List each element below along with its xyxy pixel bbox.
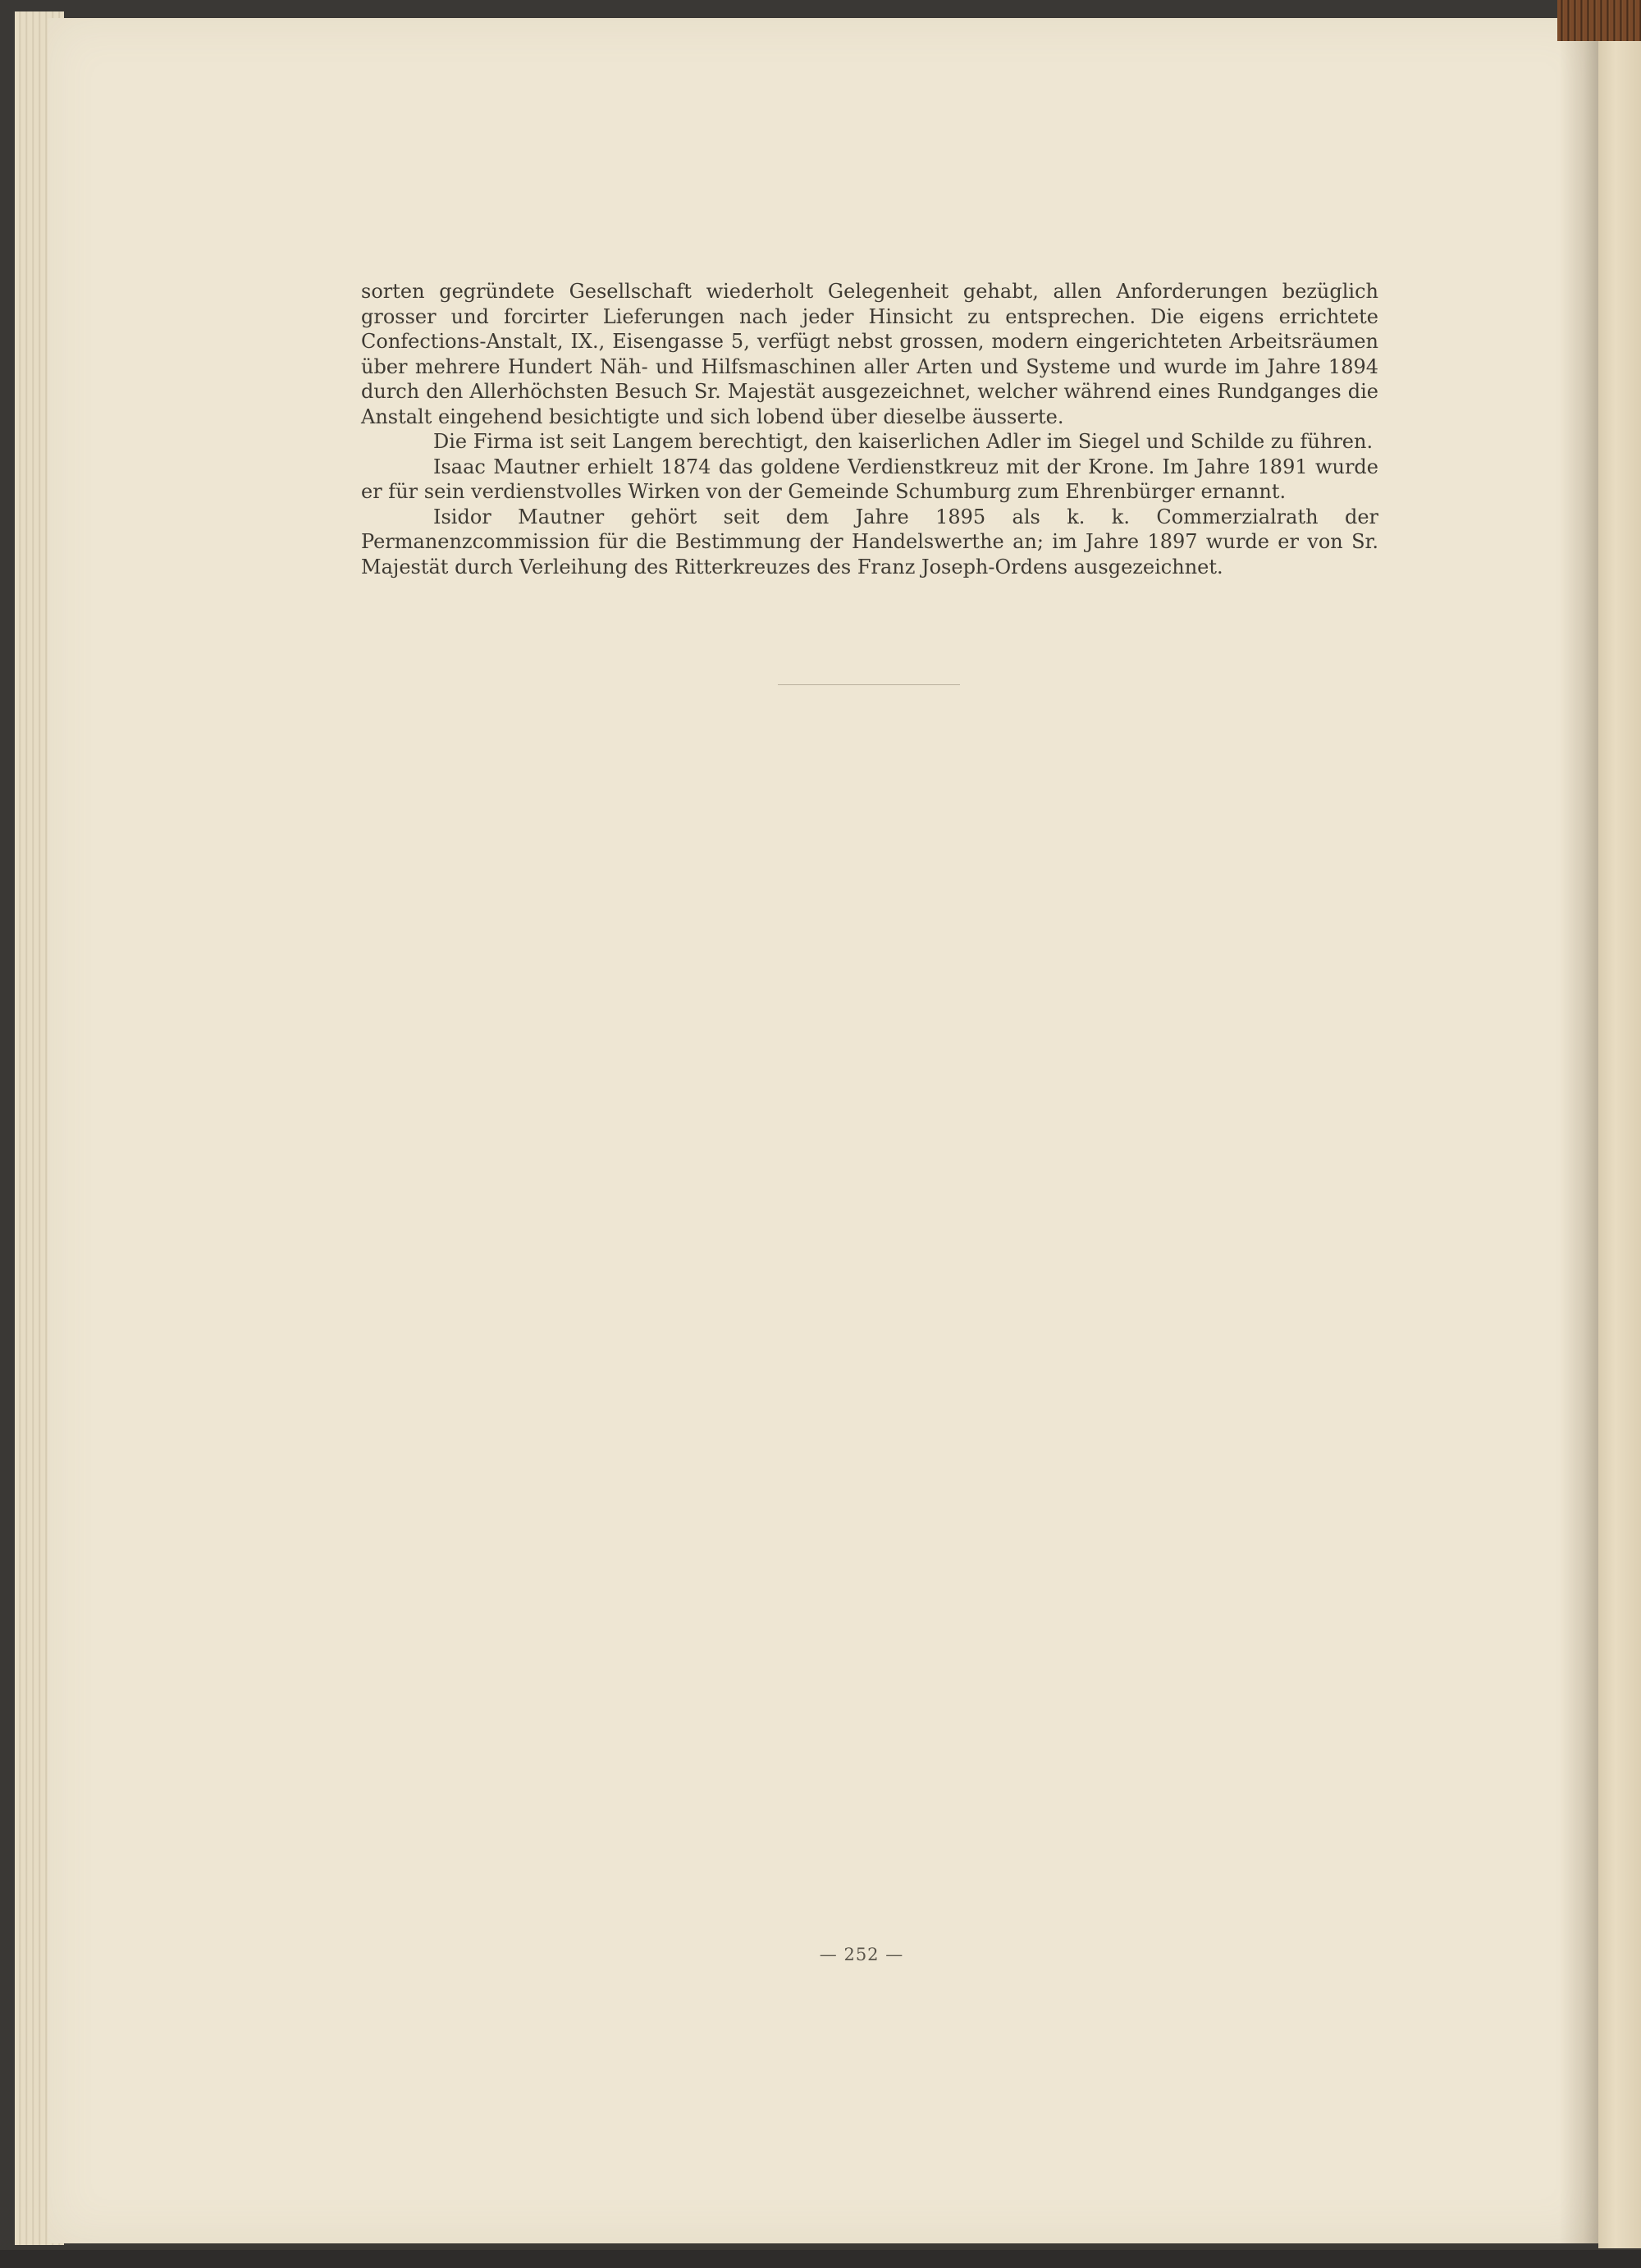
paragraph-continued: sorten gegründete Gesellschaft wiederholt Gelegenheit gehabt, allen Anforderungen bezüglich grosser und forcirter Lieferungen nach jeder Hinsicht zu entsprechen. Die eigens errichtete Confections-Anstalt, IX., Eisengasse 5, verfügt nebst grossen, modern eingerichteten Arbeitsräumen über mehrere Hundert Näh- und Hilfsmaschinen aller Arten und Systeme und wurde im Jahre 1894 durch den Allerhöchsten Besuch Sr. Majestät ausgezeichnet, welcher während eines Rundganges die Anstalt eingehend besichtigte und sich lobend über dieselbe äusserte. — [361, 280, 1378, 428]
page-number: — 252 — — [819, 1945, 904, 1964]
headband — [1557, 0, 1641, 41]
scan-bottom-edge — [0, 2250, 1641, 2268]
section-divider-rule — [778, 684, 960, 685]
paragraph-adler: Die Firma ist seit Langem berechtigt, den kaiserlichen Adler im Siegel und Schilde zu führen. — [433, 430, 1374, 453]
body-text — [361, 279, 1378, 579]
facing-page-edge — [1598, 41, 1641, 2248]
paragraph-isaac-mautner: Isaac Mautner erhielt 1874 das goldene Verdienstkreuz mit der Krone. Im Jahre 1891 wurde er für sein verdienstvolles Wirken von der Gemeinde Schumburg zum Ehrenbürger ernannt. — [361, 455, 1378, 503]
spine-gutter-shadow — [1559, 18, 1600, 2243]
paragraph-isidor-mautner: Isidor Mautner gehört seit dem Jahre 1895 als k. k. Commerzialrath der Permanenzcommission für die Bestimmung der Handelswerthe an; im Jahre 1897 wurde er von Sr. Majestät durch Verleihung des Ritterkreuzes des Franz Joseph-Ordens ausgezeichnet. — [361, 505, 1378, 578]
